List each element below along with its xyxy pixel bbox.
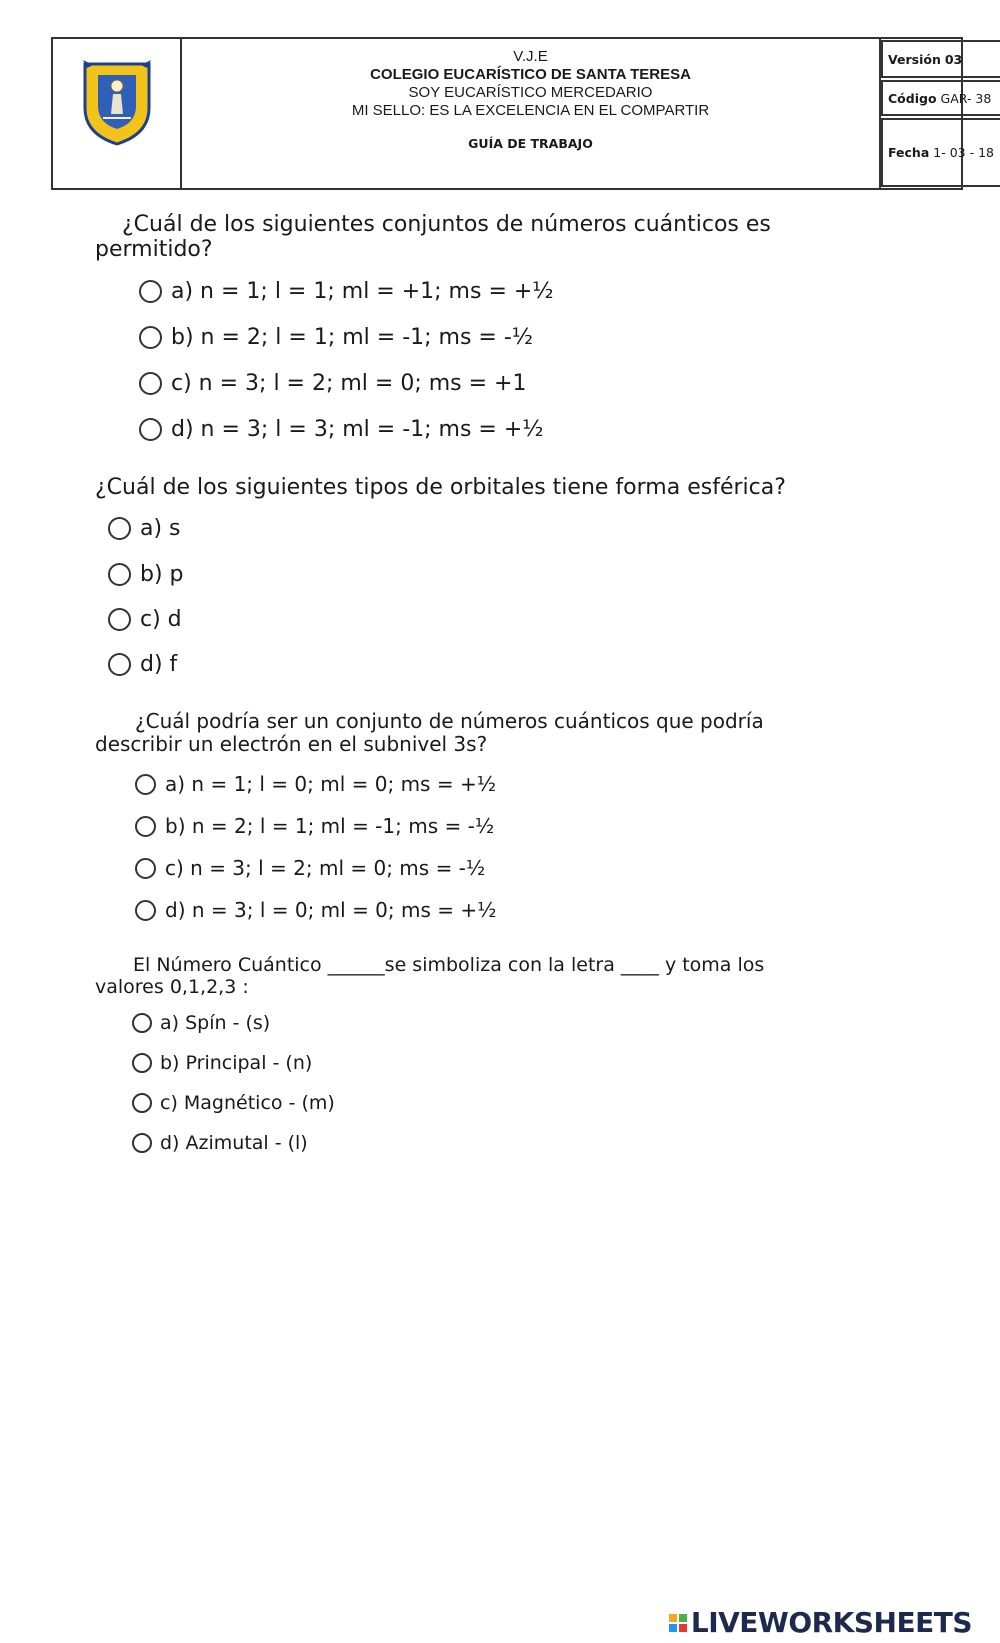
question-3-option-a[interactable] <box>135 772 496 796</box>
code-label: Código <box>888 90 937 106</box>
question-3-option-d[interactable] <box>135 898 497 922</box>
radio-button[interactable] <box>139 418 162 441</box>
option-label: a) s <box>140 516 181 541</box>
radio-button[interactable] <box>132 1013 152 1033</box>
radio-button[interactable] <box>132 1133 152 1153</box>
radio-button[interactable] <box>108 653 131 676</box>
radio-button[interactable] <box>132 1093 152 1113</box>
code-box <box>881 80 1000 116</box>
school-crest-logo <box>79 56 155 146</box>
code-value: GAR- 38 <box>940 90 992 106</box>
header-line-mercedario: SOY EUCARÍSTICO MERCEDARIO <box>408 84 653 101</box>
document-header <box>51 37 994 190</box>
option-label: a) Spín - (s) <box>160 1012 271 1034</box>
question-4-line-1: El Número Cuántico ______se simboliza con la letra ____ y toma los <box>133 954 765 976</box>
option-label: b) n = 2; l = 1; ml = -1; ms = -½ <box>171 325 534 350</box>
radio-button[interactable] <box>108 608 131 631</box>
date-box <box>881 118 1000 187</box>
radio-button[interactable] <box>135 774 156 795</box>
radio-button[interactable] <box>139 280 162 303</box>
question-1-option-d[interactable] <box>139 417 544 442</box>
date-label: Fecha <box>888 145 930 160</box>
question-2-option-d[interactable] <box>108 652 177 677</box>
question-1-line-2: permitido? <box>95 237 213 262</box>
radio-button[interactable] <box>139 326 162 349</box>
question-3 <box>95 710 795 756</box>
guide-title: GUÍA DE TRABAJO <box>468 136 593 151</box>
option-label: a) n = 1; l = 0; ml = 0; ms = +½ <box>165 772 497 796</box>
question-2-option-b[interactable] <box>108 562 184 587</box>
question-4-option-d[interactable] <box>132 1132 308 1154</box>
question-1-option-c[interactable] <box>139 371 526 396</box>
question-2 <box>95 475 815 500</box>
option-label: a) n = 1; l = 1; ml = +1; ms = +½ <box>171 279 554 304</box>
question-4-option-c[interactable] <box>132 1092 335 1114</box>
liveworksheets-logo-icon <box>669 1614 687 1632</box>
option-label: d) n = 3; l = 0; ml = 0; ms = +½ <box>165 898 497 922</box>
liveworksheets-watermark <box>669 1606 972 1639</box>
question-3-option-c[interactable] <box>135 856 485 880</box>
radio-button[interactable] <box>135 858 156 879</box>
option-label: d) f <box>140 652 178 677</box>
option-label: c) n = 3; l = 2; ml = 0; ms = -½ <box>165 856 486 880</box>
question-1-option-b[interactable] <box>139 325 533 350</box>
version-value: 03 <box>944 51 963 67</box>
option-label: b) p <box>140 562 184 587</box>
option-label: c) Magnético - (m) <box>160 1092 335 1114</box>
school-motto: MI SELLO: ES LA EXCELENCIA EN EL COMPARTIR <box>351 102 710 119</box>
radio-button[interactable] <box>132 1053 152 1073</box>
radio-button[interactable] <box>135 816 156 837</box>
option-label: d) n = 3; l = 3; ml = -1; ms = +½ <box>171 417 544 442</box>
version-box <box>881 40 1000 78</box>
header-line-vje: V.J.E <box>513 48 548 65</box>
question-1-option-a[interactable] <box>139 279 554 304</box>
radio-button[interactable] <box>135 900 156 921</box>
school-name: COLEGIO EUCARÍSTICO DE SANTA TERESA <box>370 66 691 83</box>
radio-button[interactable] <box>108 517 131 540</box>
question-3-option-b[interactable] <box>135 814 494 838</box>
date-value: 1- 03 - 18 <box>933 145 994 160</box>
question-4-option-b[interactable] <box>132 1052 312 1074</box>
question-4-line-2: valores 0,1,2,3 : <box>95 976 249 998</box>
question-2-line-1: ¿Cuál de los siguientes tipos de orbitales tiene forma esférica? <box>95 475 786 500</box>
header-title-cell <box>182 39 881 188</box>
header-meta-cell <box>881 39 994 188</box>
question-4 <box>95 954 795 998</box>
option-label: c) n = 3; l = 2; ml = 0; ms = +1 <box>171 371 527 396</box>
version-label: Versión <box>888 51 941 67</box>
question-3-line-1: ¿Cuál podría ser un conjunto de números cuánticos que podría <box>135 709 764 733</box>
question-3-line-2: describir un electrón en el subnivel 3s? <box>95 732 488 756</box>
radio-button[interactable] <box>108 563 131 586</box>
logo-cell <box>53 39 182 188</box>
question-1-line-1: ¿Cuál de los siguientes conjuntos de números cuánticos es <box>122 212 771 237</box>
watermark-text: LIVEWORKSHEETS <box>690 1606 972 1639</box>
question-2-option-a[interactable] <box>108 516 181 541</box>
option-label: c) d <box>140 607 182 632</box>
option-label: d) Azimutal - (l) <box>160 1132 308 1154</box>
question-1 <box>95 212 795 262</box>
question-4-option-a[interactable] <box>132 1012 270 1034</box>
option-label: b) Principal - (n) <box>160 1052 313 1074</box>
radio-button[interactable] <box>139 372 162 395</box>
option-label: b) n = 2; l = 1; ml = -1; ms = -½ <box>165 814 495 838</box>
question-2-option-c[interactable] <box>108 607 182 632</box>
